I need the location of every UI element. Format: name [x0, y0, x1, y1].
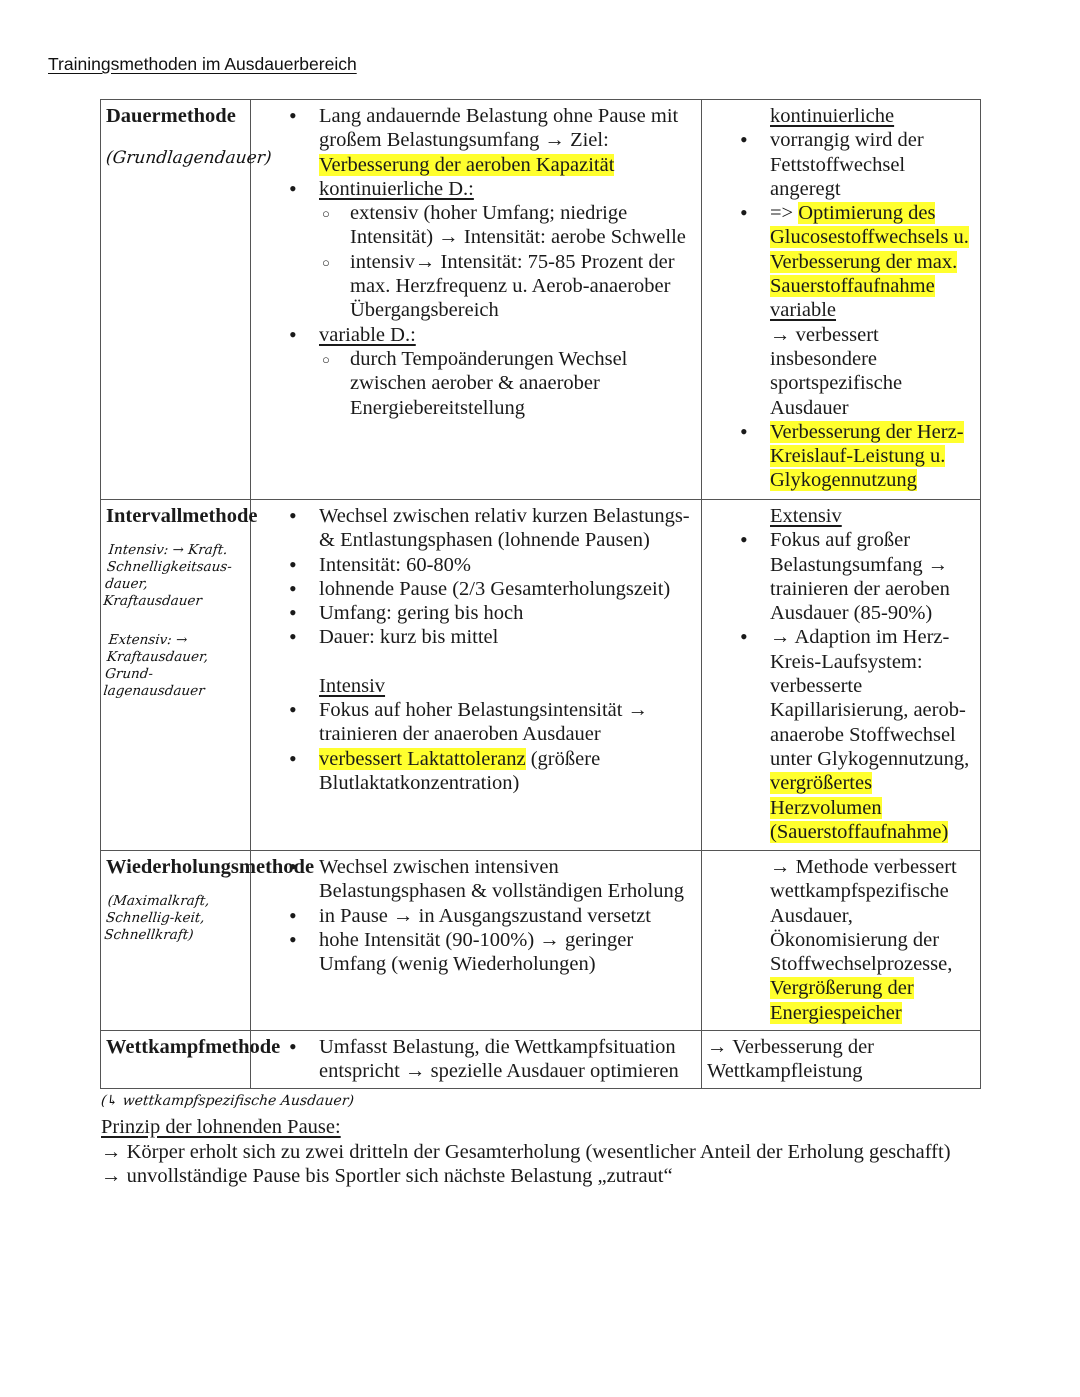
method-effects-cell	[702, 100, 981, 500]
highlight: Verbesserung der Herz-Kreislauf-Leistung u. Glykogennutzung	[770, 420, 964, 492]
method-effects-cell	[702, 500, 981, 851]
subheading: kontinuierliche	[770, 105, 895, 127]
bullet-item: • Fokus auf großer Belastungsumfang → trainieren der aeroben Ausdauer (85-90%)	[707, 528, 975, 625]
handwritten-note: Extensiv: → Kraftausdauer, Grund-lagenausdauer	[102, 632, 210, 700]
sub-bullet-item: ○ intensiv→ Intensität: 75-85 Prozent der max. Herzfrequenz u. Aerob-anaerober Übergangsbereich	[319, 250, 696, 323]
bullet-item: • verbessert Laktattoleranz (größere Blutlaktatkonzentration)	[256, 747, 696, 796]
highlight: Verbesserung der aeroben Kapazität	[319, 153, 615, 176]
bullet-item: • → Adaption im Herz-Kreis-Laufsystem: verbesserte Kapillarisierung, aerob-anaerobe Stoffwechsel unter Glykogennutzung, vergrößertes Herzvolumen (Sauerstoffaufnahme)	[707, 625, 975, 844]
handwritten-note: (Grundlagendauer)	[105, 148, 273, 169]
effect-text: → Verbesserung der Wettkampfleistung	[707, 1036, 874, 1083]
principle-line: → unvollständige Pause bis Sportler sich nächste Belastung „zutraut“	[101, 1165, 673, 1187]
methods-table	[100, 99, 981, 1089]
bullet-item: • in Pause → in Ausgangszustand versetzt	[256, 904, 696, 928]
bullet-item: • => Optimierung des Glucosestoffwechsels u. Verbesserung der max. Sauerstoffaufnahme	[707, 201, 975, 298]
table-row	[101, 1031, 981, 1089]
sub-bullet-item: ○ extensiv (hoher Umfang; niedrige Intensität) → Intensität: aerobe Schwelle	[319, 201, 696, 250]
bullet-item: • hohe Intensität (90-100%) → geringer Umfang (wenig Wiederholungen)	[256, 928, 696, 977]
handwritten-note: (Maximalkraft, Schnellig-keit, Schnellkraft)	[103, 893, 211, 944]
subheading: Extensiv	[770, 505, 842, 527]
principle-line: → Körper erholt sich zu zwei dritteln der Gesamterholung (wesentlicher Anteil der Erholung geschafft)	[101, 1140, 951, 1163]
sub-bullet-item: ○ durch Tempoänderungen Wechsel zwischen aerober & anaerober Energiebereitstellung	[319, 347, 696, 420]
handwritten-note: Intensiv: → Kraft. Schnelligkeitsaus-dauer, Kraftausdauer	[102, 542, 233, 610]
bullet-item: • Lang andauernde Belastung ohne Pause mit großem Belastungsumfang → Ziel: Verbesserung der aeroben Kapazität	[256, 104, 696, 177]
method-name: Dauermethode	[106, 105, 236, 127]
effect-text: → Methode verbessert wettkampfspezifische Ausdauer, Ökonomisierung der Stoffwechselprozesse, Vergrößerung der Energiespeicher	[770, 856, 957, 1024]
method-description-cell	[251, 1031, 702, 1089]
effect-text: → verbessert insbesondere sportspezifische Ausdauer	[770, 323, 903, 419]
bullet-item	[707, 420, 975, 493]
bullet-item: • Wechsel zwischen intensiven Belastungsphasen & vollständigen Erholung	[256, 855, 696, 904]
handwritten-note: (↳ wettkampfspezifische Ausdauer)	[100, 1093, 355, 1109]
bullet-item: • Wechsel zwischen relativ kurzen Belastungs- & Entlastungsphasen (lohnende Pausen)	[256, 504, 696, 553]
method-description-cell	[251, 500, 702, 851]
bullet-item: • Dauer: kurz bis mittel	[256, 625, 696, 649]
method-effects-cell	[702, 1031, 981, 1089]
method-name-cell	[101, 100, 273, 500]
bullet-item: • lohnende Pause (2/3 Gesamterholungszeit)	[256, 577, 696, 601]
subheading: Intensiv	[319, 674, 386, 697]
bullet-item: • Fokus auf hoher Belastungsintensität → trainieren der anaeroben Ausdauer	[256, 698, 696, 747]
method-name: Wettkampfmethode	[106, 1036, 281, 1058]
method-effects-cell	[702, 851, 981, 1031]
method-name: Intervallmethode	[106, 505, 258, 527]
bullet-item: • Umfang: gering bis hoch	[256, 601, 696, 625]
method-name-cell	[101, 500, 258, 851]
highlight: verbessert Laktattoleranz	[319, 747, 526, 770]
subheading: variable	[770, 299, 837, 322]
table-row	[101, 500, 981, 851]
bullet-item: • kontinuierliche D.: ○ extensiv (hoher Umfang; niedrige Intensität) → Intensität: aerobe Schwelle ○ intensiv→ Intensität: 75-85 Prozent der max. Herzfrequenz u. Aerob-anaerober Übergangsbereich	[256, 177, 696, 323]
bullet-item: • Umfasst Belastung, die Wettkampfsituation entspricht → spezielle Ausdauer optimieren	[256, 1035, 696, 1084]
principle-title: Prinzip der lohnenden Pause:	[101, 1116, 341, 1138]
highlight: vergrößertes Herzvolumen (Sauerstoffaufnahme)	[770, 772, 949, 843]
bullet-item: • variable D.: ○ durch Tempoänderungen Wechsel zwischen aerober & anaerober Energiebereitstellung	[256, 323, 696, 420]
highlight: Vergrößerung der Energiespeicher	[770, 977, 914, 1024]
table-row	[101, 100, 981, 500]
bullet-item: • vorrangig wird der Fettstoffwechsel angeregt	[707, 128, 975, 201]
method-name-cell	[101, 1031, 281, 1089]
method-name-cell	[101, 851, 315, 1031]
method-description-cell	[251, 851, 702, 1031]
highlight: Optimierung des Glucosestoffwechsels u. Verbesserung der max. Sauerstoffaufnahme	[770, 202, 969, 298]
method-name: Wiederholungsmethode	[106, 856, 315, 878]
page-title: Trainingsmethoden im Ausdauerbereich	[48, 54, 357, 74]
bullet-item: • Intensität: 60-80%	[256, 553, 696, 577]
table-row	[101, 851, 981, 1031]
method-description-cell	[251, 100, 702, 500]
principle-section	[101, 1115, 951, 1189]
